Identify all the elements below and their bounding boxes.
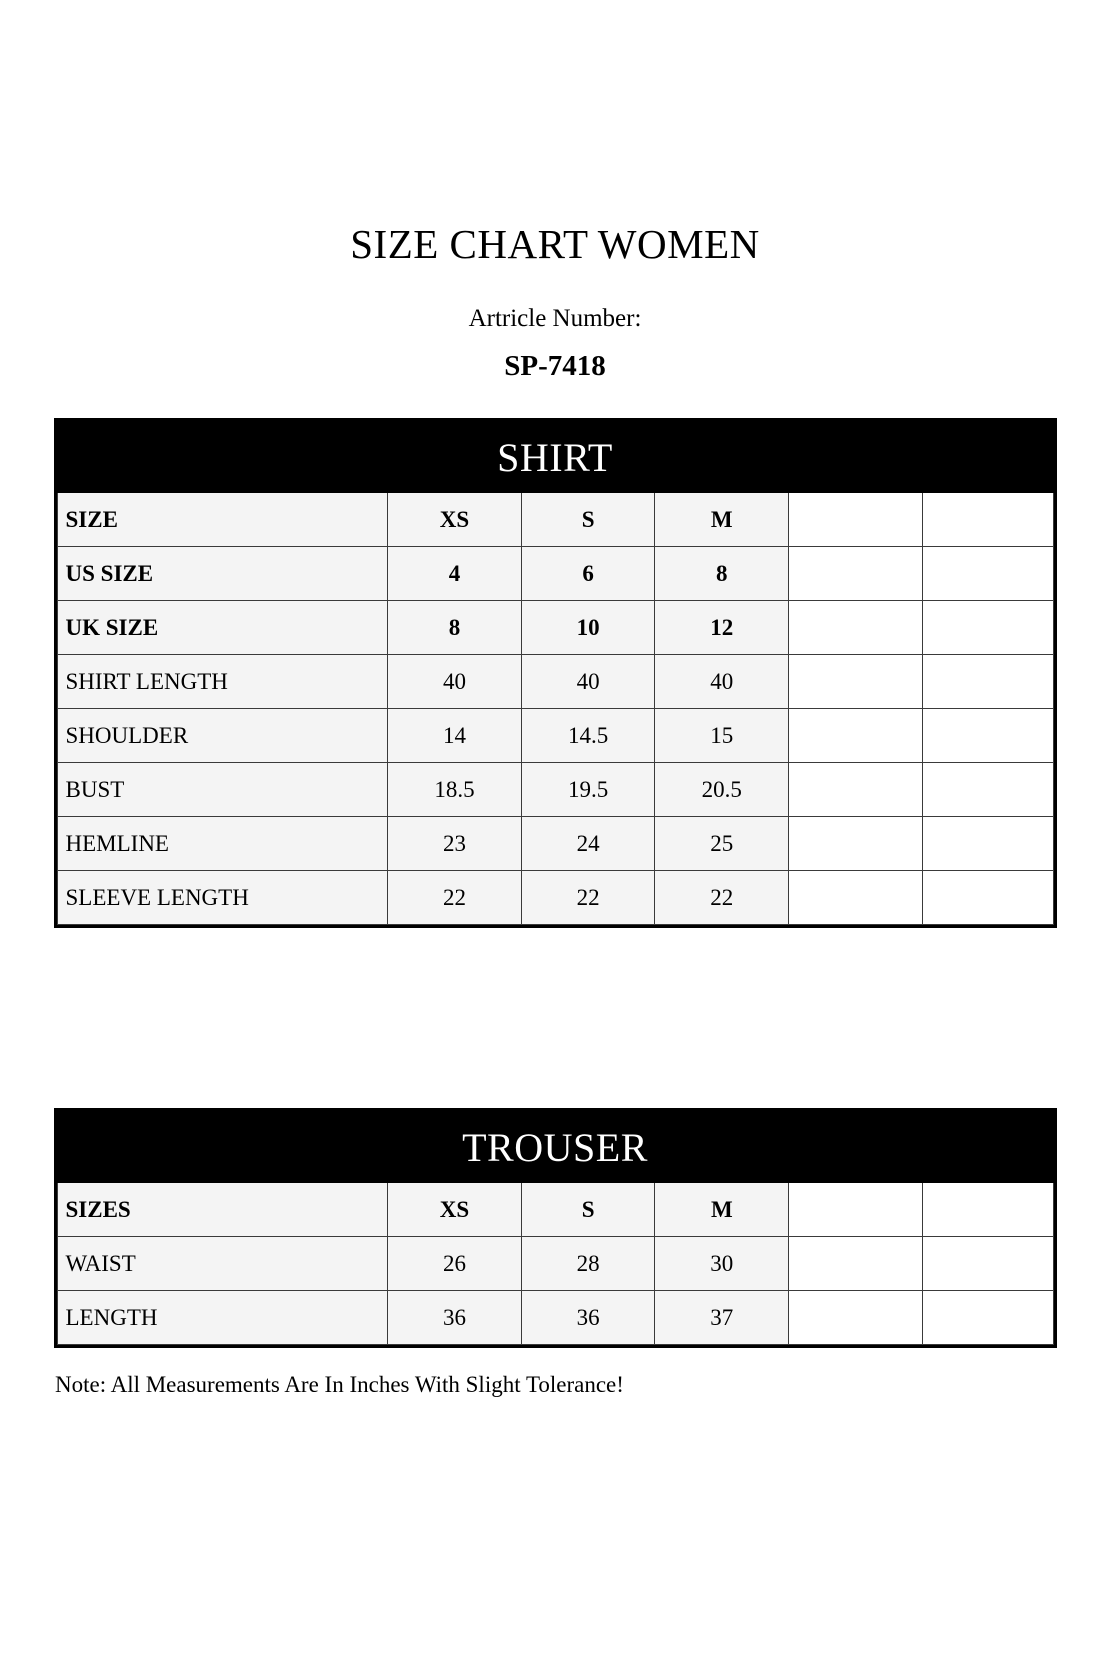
row-value: 14 [388,709,522,763]
row-label: SLEEVE LENGTH [57,871,388,925]
row-value [789,655,923,709]
row-value [922,763,1053,817]
row-label: WAIST [57,1237,388,1291]
row-value [922,601,1053,655]
row-value: 10 [521,601,655,655]
table-row [57,601,1053,655]
row-value: 36 [388,1291,522,1345]
row-value [922,493,1053,547]
row-label: SIZES [57,1183,388,1237]
row-value: 30 [655,1237,789,1291]
trouser-table-container [54,1108,1057,1348]
table-row [57,547,1053,601]
page-title: SIZE CHART WOMEN [350,221,760,267]
table-row [57,709,1053,763]
row-value [922,1183,1053,1237]
row-value [789,493,923,547]
row-value: 40 [388,655,522,709]
row-value: 4 [388,547,522,601]
row-label: LENGTH [57,1291,388,1345]
row-label: SHIRT LENGTH [57,655,388,709]
row-value [789,1237,923,1291]
table-row [57,763,1053,817]
table-row [57,1237,1053,1291]
row-value: 22 [388,871,522,925]
table-row [57,493,1053,547]
row-value [922,547,1053,601]
table-row [57,1183,1053,1237]
trouser-section-header [57,1112,1053,1183]
row-value [789,547,923,601]
row-value [789,817,923,871]
shirt-section-header [57,422,1053,493]
row-value: M [655,493,789,547]
row-value: 25 [655,817,789,871]
row-value: 20.5 [655,763,789,817]
row-value: 28 [521,1237,655,1291]
row-value: 40 [521,655,655,709]
section-spacer [26,928,1084,1108]
row-value: 15 [655,709,789,763]
row-value [922,1291,1053,1345]
table-row [57,655,1053,709]
row-value: 23 [388,817,522,871]
row-value: XS [388,1183,522,1237]
trouser-size-table [57,1111,1054,1345]
row-value [922,1237,1053,1291]
row-value: 37 [655,1291,789,1345]
row-value: 26 [388,1237,522,1291]
row-value: 36 [521,1291,655,1345]
shirt-size-table [57,421,1054,925]
row-label: US SIZE [57,547,388,601]
trouser-heading: TROUSER [57,1112,1053,1183]
measurement-note: Note: All Measurements Are In Inches With Slight Tolerance! [55,1372,624,1398]
row-value: 24 [521,817,655,871]
shirt-heading: SHIRT [57,422,1053,493]
row-value [922,817,1053,871]
row-value [789,1183,923,1237]
row-value: 14.5 [521,709,655,763]
row-value: 8 [388,601,522,655]
row-value: S [521,493,655,547]
row-value [789,871,923,925]
row-value: S [521,1183,655,1237]
row-value: 22 [655,871,789,925]
row-value: M [655,1183,789,1237]
row-value: 6 [521,547,655,601]
table-row [57,1291,1053,1345]
row-value [789,709,923,763]
row-value: 12 [655,601,789,655]
row-label: SIZE [57,493,388,547]
row-value: 18.5 [388,763,522,817]
article-number-label: Artricle Number: [468,305,642,333]
row-label: SHOULDER [57,709,388,763]
article-number-value: SP-7418 [504,349,606,382]
row-value [922,709,1053,763]
row-label: HEMLINE [57,817,388,871]
row-value: 19.5 [521,763,655,817]
table-row [57,871,1053,925]
table-row [57,817,1053,871]
shirt-table-container [54,418,1057,928]
row-value [789,763,923,817]
row-value: 8 [655,547,789,601]
row-value [922,655,1053,709]
row-value [789,601,923,655]
row-value: 22 [521,871,655,925]
row-label: UK SIZE [57,601,388,655]
row-value [922,871,1053,925]
row-value: XS [388,493,522,547]
row-value: 40 [655,655,789,709]
row-label: BUST [57,763,388,817]
row-value [789,1291,923,1345]
